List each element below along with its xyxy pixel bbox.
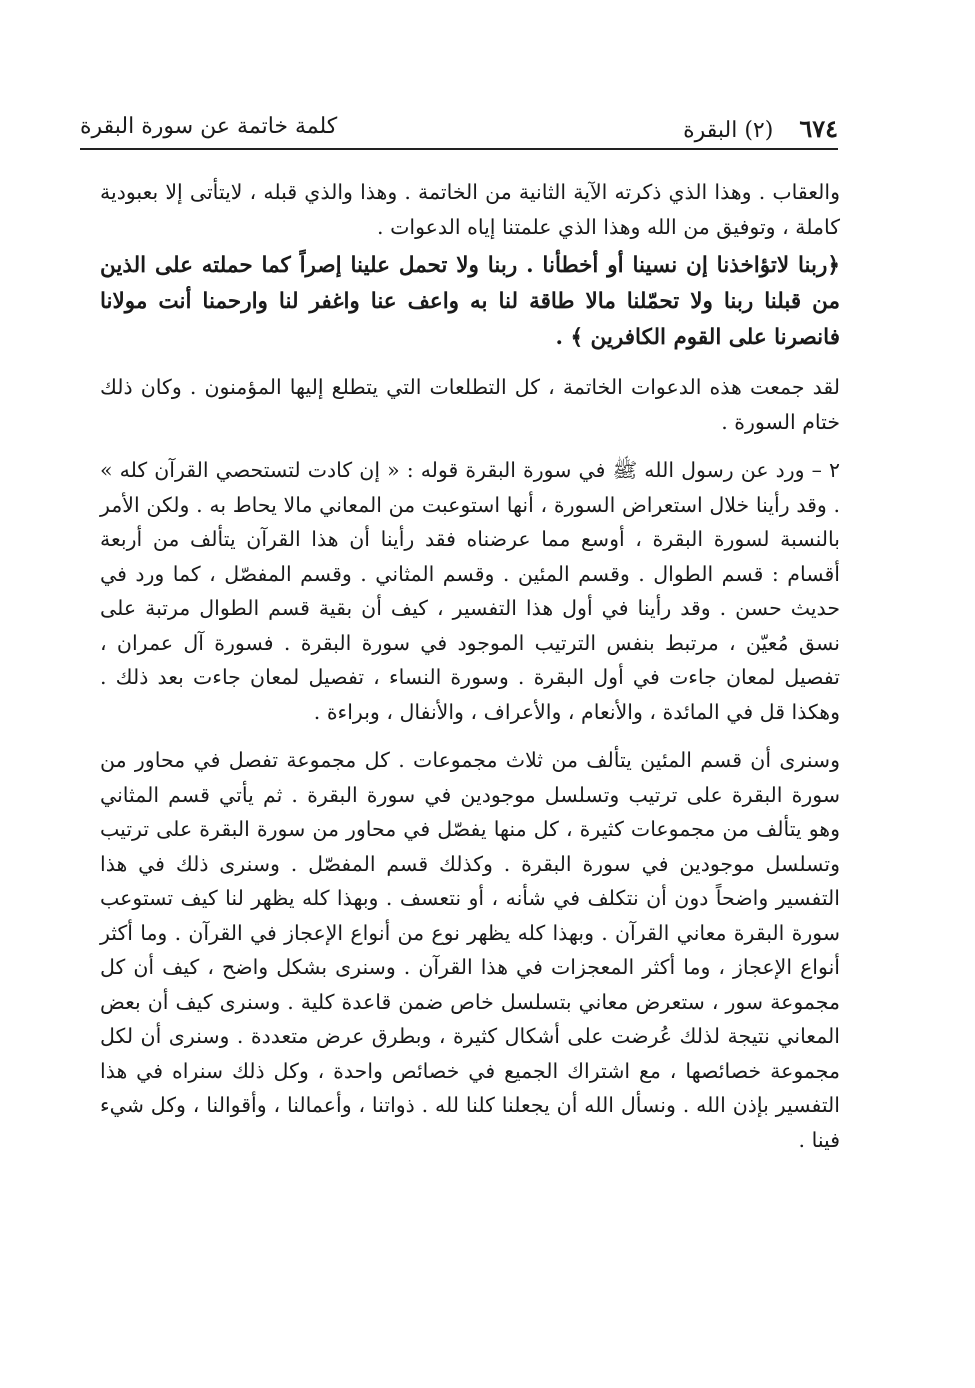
paragraph-summary: لقد جمعت هذه الدعوات الخاتمة ، كل التطلعات التي يتطلع إليها المؤمنون . وكان ذلك ختام السورة . [100,375,840,434]
header-right-group [683,114,838,143]
paragraph-conclusion: وسنرى أن قسم المئين يتألف من ثلاث مجموعات . كل مجموعة تفصل في محاور من سورة البقرة على ترتيب وتسلسل موجودين في سورة البقرة . ثم يأتي قسم المثاني وهو يتألف من مجموعات كثيرة ، كل منها يفصّل في محاور من سورة البقرة على ترتيب وتسلسل موجودين في سورة البقرة . وكذلك قسم المفصّل . وسنرى ذلك في هذا التفسير واضحاً دون أن نتكلف في شأنه ، أو نتعسف . وبهذا كله يظهر لنا كيف تستوعب سورة البقرة معاني القرآن . وبهذا كله يظهر نوع من أنواع الإعجاز في القرآن . وما أكثر أنواع الإعجاز ، وما أكثر المعجزات في هذا القرآن . وسنرى بشكل واضح ، كيف أن كل مجموعة سور ، ستعرض معاني بتسلسل خاص ضمن قاعدة كلية . وسنرى كيف أن بعض المعاني نتيجة لذلك عُرضت على أشكال كثيرة ، وبطرق عرض متعددة . وسنرى أن لكل مجموعة خصائصها ، مع اشتراك الجميع في خصائص واحدة ، وكل ذلك سنراه في هذا التفسير بإذن الله . ونسأل الله أن يجعلنا كلنا لله . ذواتنا ، وأعمالنا ، وأقوالنا ، وكل شيء فينا . [100,748,840,1152]
page-body [100,175,840,1157]
running-header [80,108,838,150]
section-title: كلمة خاتمة عن سورة البقرة [80,114,338,139]
surah-label: (٢) البقرة [683,118,774,143]
quran-verse: ﴿ربنا لاتؤاخذنا إن نسينا أو أخطأنا . ربنا ولا تحمل علينا إصراً كما حملته على الذين من قبلنا ربنا ولا تحمّلنا مالا طاقة لنا به واعف عنا واغفر لنا وارحمنا أنت مولانا فانصرنا على القوم الكافرين ﴾ . [100,253,840,350]
paragraph-intro: والعقاب . وهذا الذي ذكرته الآية الثانية من الخاتمة . وهذا والذي قبله ، لايتأتى إلا بعبودية كاملة ، وتوفيق من الله وهذا الذي علمتنا إياه الدعوات . [100,180,840,239]
paragraph-point-two: ٢ – ورد عن رسول الله ﷺ في سورة البقرة قوله : « إن كادت لتستحصي القرآن كله » . وقد رأينا خلال استعراض السورة ، أنها استوعبت من المعاني مالا يحاط به . ولكن الأمر بالنسبة لسورة البقرة ، أوسع مما عرضناه فقد رأينا أن هذا القرآن يتألف من أربعة أقسام : قسم الطوال . وقسم المئين . وقسم المثاني . وقسم المفصّل ، كما ورد في حديث حسن . وقد رأينا في أول هذا التفسير ، كيف أن بقية قسم الطوال مرتبة على نسق مُعيّن ، مرتبط بنفس الترتيب الموجود في سورة البقرة . فسورة آل عمران ، تفصيل لمعان جاءت في أول البقرة . وسورة النساء ، تفصيل لمعان جاءت بعد ذلك . وهكذا قل في المائدة ، والأنعام ، والأعراف ، والأنفال ، وبراءة . [100,458,840,724]
page-number: ٦٧٤ [799,114,838,143]
